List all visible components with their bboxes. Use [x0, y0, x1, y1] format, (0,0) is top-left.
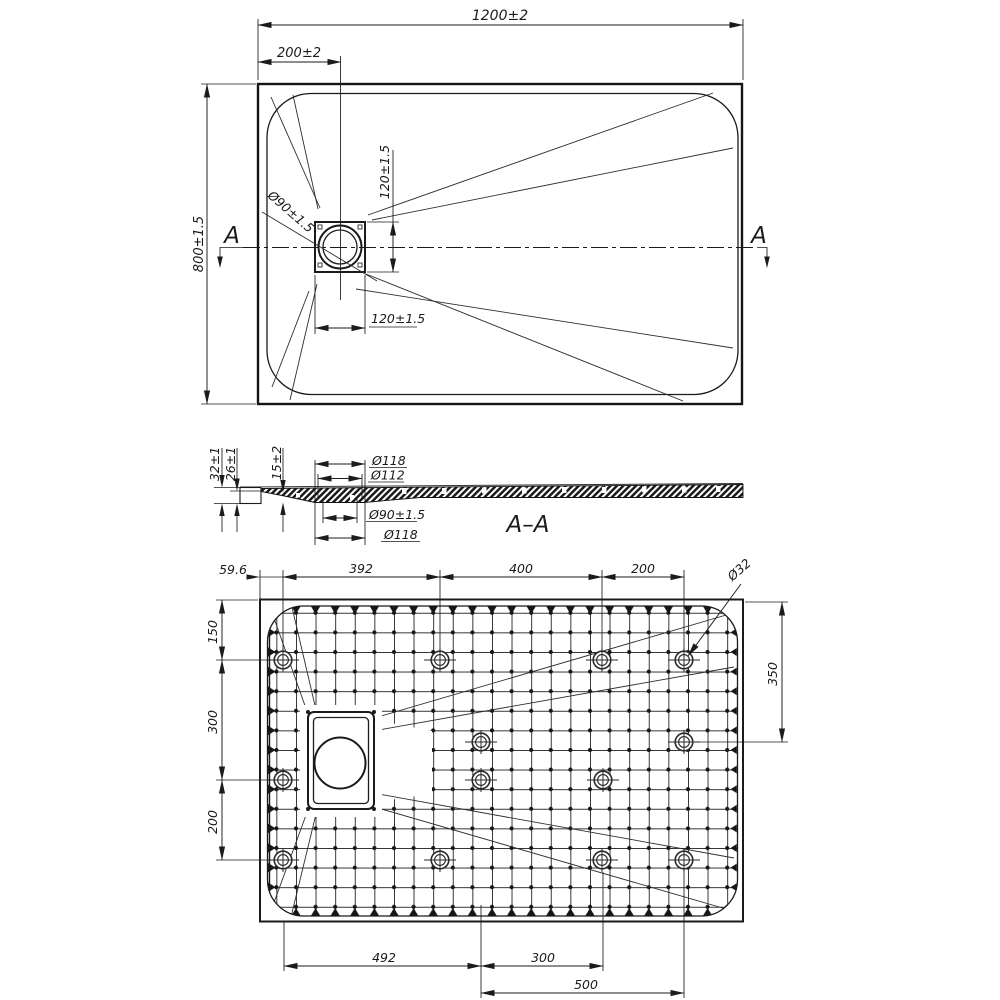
section-left-edge-cap [240, 488, 261, 504]
dim-text-drain-dia-section: Ø90±1.5 [369, 507, 426, 522]
dim-text-drain-dia: Ø90±1.5 [264, 187, 318, 236]
dim-text-200t: 200 [631, 561, 655, 576]
dim-text-300l: 300 [205, 710, 220, 734]
dim-text-492: 492 [372, 950, 396, 965]
dim-text-square-h: 120±1.5 [371, 311, 426, 326]
dim-text-insert: Ø112 [371, 467, 405, 483]
dim-text-400: 400 [509, 561, 533, 576]
edge-teeth-bottom [268, 907, 736, 916]
section-letter-right: A [751, 223, 767, 249]
dim-text-foot-dia: Ø32 [724, 555, 754, 584]
dim-text-square-v: 120±1.5 [377, 144, 392, 200]
dim-text-26: 26±1 [223, 446, 238, 482]
dim-text-flange-bottom: Ø118 [384, 527, 418, 542]
drain-bottom [300, 705, 382, 817]
dim-text-15: 15±2 [269, 445, 284, 481]
dim-text-height: 800±1.5 [192, 215, 207, 273]
dim-text-drain-offset: 200±2 [277, 46, 321, 61]
section-label: A–A [506, 512, 550, 538]
edge-teeth-right [729, 607, 737, 913]
dim-text-flange-top: Ø118 [372, 453, 406, 468]
dim-text-59: 59.6 [219, 562, 247, 577]
dim-text-width: 1200±2 [471, 8, 529, 24]
dim-text-32: 32±1 [207, 446, 222, 482]
dim-text-500: 500 [574, 977, 598, 992]
edge-teeth-left [268, 607, 276, 913]
dim-text-200l: 200 [205, 810, 220, 834]
dim-text-300b: 300 [531, 950, 555, 965]
section-letter-left: A [224, 223, 240, 249]
dim-text-392: 392 [349, 561, 373, 576]
dim-text-350: 350 [765, 662, 780, 686]
drain-slope-clear-zone [375, 720, 432, 802]
edge-teeth-top [268, 607, 736, 616]
dim-text-150: 150 [205, 620, 220, 644]
